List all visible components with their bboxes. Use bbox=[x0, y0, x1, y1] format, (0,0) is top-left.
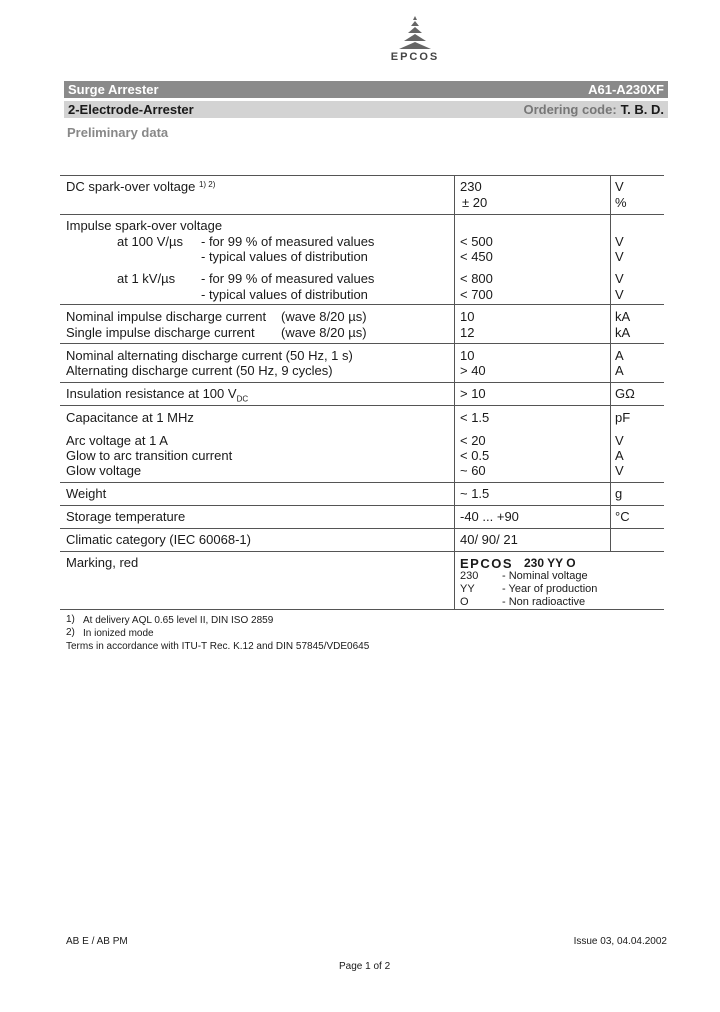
arc-label: Arc voltage at 1 A bbox=[66, 433, 168, 448]
discharge-condition: (wave 8/20 µs) bbox=[281, 309, 367, 324]
alternating-unit: A bbox=[615, 363, 624, 378]
discharge-condition: (wave 8/20 µs) bbox=[281, 325, 367, 340]
arc-unit: V bbox=[615, 463, 624, 478]
marking-key: YY bbox=[460, 583, 475, 595]
marking-desc: - Year of production bbox=[502, 583, 598, 595]
impulse-value: < 800 bbox=[460, 271, 493, 286]
marking-label: Marking, red bbox=[66, 555, 139, 570]
alternating-unit: A bbox=[615, 348, 624, 363]
column-divider bbox=[610, 175, 611, 551]
impulse-description: - typical values of distribution bbox=[201, 287, 368, 302]
footer-issue: Issue 03, 04.04.2002 bbox=[573, 936, 667, 947]
discharge-label: Nominal impulse discharge current bbox=[66, 309, 267, 324]
discharge-label: Single impulse discharge current bbox=[66, 325, 255, 340]
insulation-value: > 10 bbox=[460, 386, 486, 401]
discharge-unit: kA bbox=[615, 325, 631, 340]
header-band-subtitle bbox=[64, 101, 668, 118]
impulse-unit: V bbox=[615, 249, 624, 264]
impulse-unit: V bbox=[615, 287, 624, 302]
arc-value: ~ 60 bbox=[460, 463, 486, 478]
table-rule bbox=[60, 482, 664, 483]
climatic-label: Climatic category (IEC 60068-1) bbox=[66, 532, 251, 547]
marking-key: O bbox=[460, 596, 469, 608]
alternating-value: > 40 bbox=[460, 363, 486, 378]
climatic-value: 40/ 90/ 21 bbox=[460, 532, 518, 547]
capacitance-label: Capacitance at 1 MHz bbox=[66, 410, 194, 425]
storage-unit: °C bbox=[615, 509, 630, 524]
weight-unit: g bbox=[615, 486, 623, 501]
impulse-description: - for 99 % of measured values bbox=[201, 271, 375, 286]
impulse-condition: at 100 V/µs bbox=[117, 234, 184, 249]
marking-logo: EPCOS bbox=[460, 556, 514, 571]
impulse-description: - for 99 % of measured values bbox=[201, 234, 375, 249]
impulse-description: - typical values of distribution bbox=[201, 249, 368, 264]
footnote-text: At delivery AQL 0.65 level II, DIN ISO 2859 bbox=[83, 615, 274, 626]
footnote-mark: 1) bbox=[66, 614, 75, 625]
impulse-sparkover-label: Impulse spark-over voltage bbox=[66, 218, 223, 233]
storage-value: -40 ... +90 bbox=[460, 509, 519, 524]
epcos-logo-icon bbox=[395, 16, 435, 50]
preliminary-label: Preliminary data bbox=[67, 125, 169, 140]
dc-sparkover-tolerance: ± 20 bbox=[462, 195, 488, 210]
subtitle: 2-Electrode-Arrester bbox=[68, 102, 194, 117]
weight-value: ~ 1.5 bbox=[460, 486, 490, 501]
impulse-condition: at 1 kV/µs bbox=[117, 271, 176, 286]
impulse-unit: V bbox=[615, 234, 624, 249]
alternating-label: Nominal alternating discharge current (50 Hz, 1 s) bbox=[66, 348, 353, 363]
table-rule bbox=[60, 528, 664, 529]
epcos-logo bbox=[380, 16, 450, 68]
insulation-label: Insulation resistance at 100 $V_{DC}$ bbox=[66, 386, 249, 404]
marking-key: 230 bbox=[460, 570, 479, 582]
page-number: Page 1 of 2 bbox=[339, 961, 391, 972]
arc-value: < 0.5 bbox=[460, 448, 490, 463]
alternating-label: Alternating discharge current (50 Hz, 9 cycles) bbox=[66, 363, 333, 378]
arc-unit: A bbox=[615, 448, 624, 463]
column-divider bbox=[454, 175, 455, 609]
impulse-value: < 500 bbox=[460, 234, 493, 249]
dc-sparkover-value: 230 bbox=[460, 179, 482, 194]
table-rule bbox=[60, 304, 664, 305]
discharge-unit: kA bbox=[615, 309, 631, 324]
arc-label: Glow to arc transition current bbox=[66, 448, 233, 463]
arc-label: Glow voltage bbox=[66, 463, 142, 478]
impulse-unit: V bbox=[615, 271, 624, 286]
header-band-product bbox=[64, 81, 668, 98]
table-rule bbox=[60, 382, 664, 383]
marking-code: 230 YY O bbox=[524, 556, 576, 570]
table-rule bbox=[60, 609, 664, 610]
impulse-value: < 450 bbox=[460, 249, 493, 264]
table-rule bbox=[60, 505, 664, 506]
alternating-value: 10 bbox=[460, 348, 475, 363]
marking-desc: - Non radioactive bbox=[502, 596, 586, 608]
table-rule bbox=[60, 214, 664, 215]
impulse-value: < 700 bbox=[460, 287, 493, 302]
terms-note: Terms in accordance with ITU-T Rec. K.12 and DIN 57845/VDE0645 bbox=[66, 641, 370, 652]
dc-sparkover-unit: V bbox=[615, 179, 624, 194]
part-number: A61-A230XF bbox=[588, 82, 664, 97]
marking-desc: - Nominal voltage bbox=[502, 570, 588, 582]
insulation-unit: GΩ bbox=[615, 386, 635, 401]
product-type: Surge Arrester bbox=[68, 82, 159, 97]
table-rule bbox=[60, 175, 664, 176]
arc-unit: V bbox=[615, 433, 624, 448]
dc-sparkover-tolerance-unit: % bbox=[615, 195, 627, 210]
weight-label: Weight bbox=[66, 486, 107, 501]
dc-sparkover-label: DC spark-over voltage $^{1) 2)}$ bbox=[66, 179, 216, 194]
ordering-code: Ordering code: T. B. D. bbox=[523, 102, 664, 117]
footnote-text: In ionized mode bbox=[83, 628, 154, 639]
brand-name: EPCOS bbox=[390, 51, 440, 63]
table-rule bbox=[60, 343, 664, 344]
discharge-value: 12 bbox=[460, 325, 475, 340]
capacitance-unit: pF bbox=[615, 410, 631, 425]
capacitance-value: < 1.5 bbox=[460, 410, 490, 425]
footer-department: AB E / AB PM bbox=[66, 936, 128, 947]
arc-value: < 20 bbox=[460, 433, 486, 448]
footnote-mark: 2) bbox=[66, 627, 75, 638]
table-rule bbox=[60, 551, 664, 552]
storage-label: Storage temperature bbox=[66, 509, 186, 524]
discharge-value: 10 bbox=[460, 309, 475, 324]
